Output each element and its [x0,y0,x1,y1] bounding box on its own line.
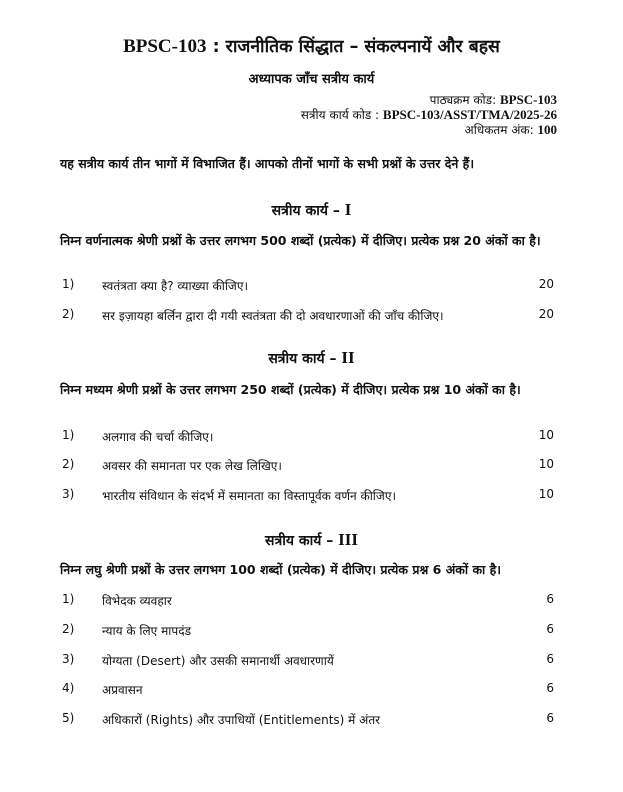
question-number: 1) [62,428,75,442]
question-number: 1) [62,277,75,291]
course-name-title: राजनीतिक सिंद्धात – संकल्पनायें और बहस [225,37,500,57]
question-number: 3) [62,652,75,666]
section-instruction-3: निम्न लघु श्रेणी प्रश्नों के उत्तर लगभग 100 शब्दों (प्रत्येक) में दीजिए। प्रत्येक प्रश्न 6 अंकों का है। [60,562,502,577]
question-text: अवसर की समानता पर एक लेख लिखिए। [102,459,282,473]
question-item [62,681,554,699]
assignment-subtitle: अध्यापक जाँच सत्रीय कार्य [248,72,375,87]
question-item [62,428,554,446]
question-marks: 10 [538,457,554,471]
question-marks: 6 [546,681,554,695]
question-text: योग्यता (Desert) और उसकी समानार्थी अवधारणायें [102,654,334,668]
question-marks: 10 [538,487,554,501]
question-number: 1) [62,592,75,606]
question-number: 5) [62,711,75,725]
question-item [62,622,554,640]
question-number: 2) [62,307,75,321]
question-item [62,652,554,670]
page-title [0,34,623,58]
question-item [62,487,554,505]
question-text: भारतीय संविधान के संदर्भ में समानता का विस्तापूर्वक वर्णन कीजिए। [102,489,396,503]
question-text: स्वतंत्रता क्या है? व्याख्या कीजिए। [102,279,249,293]
section-heading-label: सत्रीय कार्य – [271,203,345,219]
question-marks: 10 [538,428,554,442]
question-marks: 6 [546,711,554,725]
section-instruction-2: निम्न मध्यम श्रेणी प्रश्नों के उत्तर लगभग 250 शब्दों (प्रत्येक) में दीजिए। प्रत्येक प्रश्न 10 अंकों का है। [60,382,521,397]
question-number: 2) [62,622,75,636]
meta-label: अधिकतम अंक: [464,123,538,137]
question-marks: 6 [546,652,554,666]
question-text: अप्रवासन [102,683,143,697]
section-heading-3 [0,530,623,550]
meta-value: BPSC-103/ASST/TMA/2025-26 [382,107,557,122]
question-item [62,307,554,325]
question-marks: 20 [538,277,554,291]
question-text: न्याय के लिए मापदंड [102,624,191,638]
meta-label: सत्रीय कार्य कोड : [300,108,383,122]
question-number: 4) [62,681,75,695]
question-item [62,277,554,295]
meta-value: 100 [537,122,557,137]
section-roman-numeral: III [338,530,358,549]
question-marks: 20 [538,307,554,321]
question-item [62,711,554,729]
meta-max-marks [465,121,557,138]
question-item [62,457,554,475]
course-code-title: BPSC-103 [123,36,207,57]
section-heading-label: सत्रीय कार्य – [268,351,342,367]
meta-value: BPSC-103 [499,92,557,107]
question-item [62,592,554,610]
question-marks: 6 [546,622,554,636]
title-separator: : [206,37,226,57]
section-heading-label: सत्रीय कार्य – [265,533,339,549]
question-marks: 6 [546,592,554,606]
section-roman-numeral: II [341,348,355,367]
section-heading-2 [0,348,623,368]
question-number: 2) [62,457,75,471]
question-text: सर इज़ायहा बर्लिन द्वारा दी गयी स्वतंत्रता की दो अवधारणाओं की जाँच कीजिए। [102,309,444,323]
question-text: विभेदक व्यवहार [102,594,172,608]
section-roman-numeral: I [344,200,352,219]
section-instruction-1: निम्न वर्णनात्मक श्रेणी प्रश्नों के उत्तर लगभग 500 शब्दों (प्रत्येक) में दीजिए। प्रत्येक प्रश्न 20 अंकों का है। [60,233,541,248]
question-text: अधिकारों (Rights) और उपाधियों (Entitlements) में अंतर [102,713,381,727]
question-text: अलगाव की चर्चा कीजिए। [102,430,214,444]
section-heading-1 [0,200,623,220]
question-number: 3) [62,487,75,501]
meta-label: पाठ्यक्रम कोड: [429,93,500,107]
general-instruction: यह सत्रीय कार्य तीन भागों में विभाजित हैं। आपको तीनों भागों के सभी प्रश्नों के उत्तर देने हैं। [60,156,475,171]
